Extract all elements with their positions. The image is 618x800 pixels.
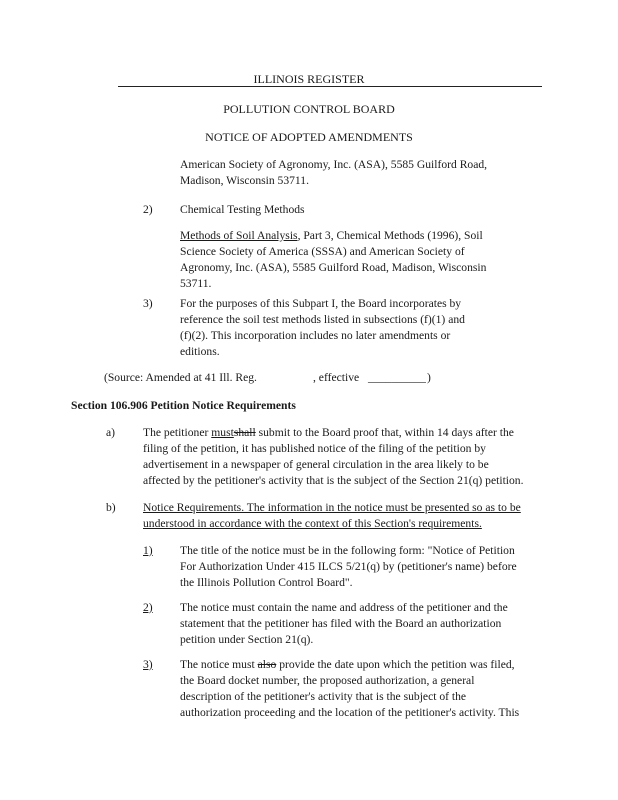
asa-line-1: American Society of Agronomy, Inc. (ASA), 5585 Guilford Road, (180, 158, 488, 171)
item-2-title: Chemical Testing Methods (180, 203, 305, 216)
a-deleted-shall: shall (233, 426, 256, 439)
item-b2-line-1: The notice must contain the name and address of the petitioner and the (180, 601, 508, 614)
board-title: POLLUTION CONTROL BOARD (223, 102, 395, 116)
subsection-b-number: b) (106, 501, 116, 514)
item-b3-line-4: authorization proceeding and the location of the petitioner's activity. This (180, 706, 520, 719)
register-header: ILLINOIS REGISTER (253, 72, 365, 86)
source-note-start: (Source: Amended at 41 Ill. Reg. (104, 371, 257, 384)
item-2-line-2: Science Society of America (SSSA) and American Society of (180, 245, 465, 258)
section-heading: Section 106.906 Petition Notice Requirements (71, 399, 296, 412)
subsection-a-line-4: affected by the petitioner's activity that is the subject of the Section 21(q) petition. (143, 474, 524, 487)
item-2-line-4: 53711. (180, 277, 212, 290)
notice-title: NOTICE OF ADOPTED AMENDMENTS (205, 130, 413, 144)
subsection-b-line-1: Notice Requirements. The information in the notice must be presented so as to be (143, 501, 521, 514)
b3-deleted-also: also (257, 658, 277, 671)
source-note-blank: __________ (368, 371, 426, 384)
item-b1-number: 1) (143, 544, 153, 557)
a-text-2: submit to the Board proof that, within 14 days after the (255, 426, 514, 439)
item-3-number: 3) (143, 297, 153, 310)
item-3-line-1: For the purposes of this Subpart I, the Board incorporates by (180, 297, 462, 310)
subsection-a-line-3: advertisement in a newspaper of general circulation in the area likely to be (143, 458, 489, 471)
b3-text-1: The notice must (180, 658, 258, 671)
item-2-line-3: Agronomy, Inc. (ASA), 5585 Guilford Road, Madison, Wisconsin (180, 261, 487, 274)
item-b2-line-2: statement that the petitioner has filed with the Board an authorization (180, 617, 502, 630)
source-note-effective: , effective (313, 371, 360, 384)
item-b3-line-2: the Board docket number, the proposed authorization, a general (180, 674, 475, 687)
subsection-b-line-2: understood in accordance with the context of this Section's requirements. (143, 517, 482, 530)
subsection-a-number: a) (106, 426, 116, 439)
source-note-end: ) (427, 371, 431, 384)
item-2-number: 2) (143, 203, 153, 216)
item-b1-line-3: the Illinois Pollution Control Board". (180, 576, 353, 589)
b3-text-2: provide the date upon which the petition was filed, (276, 658, 515, 671)
item-b1-line-2: For Authorization Under 415 ILCS 5/21(q) by (petitioner's name) before (180, 560, 517, 573)
a-text-1: The petitioner (143, 426, 212, 439)
asa-line-2: Madison, Wisconsin 53711. (180, 174, 309, 187)
item-3-line-3: (f)(2). This incorporation includes no later amendments or (180, 329, 451, 342)
item-b1-line-1: The title of the notice must be in the following form: "Notice of Petition (180, 544, 515, 557)
subsection-a-line-2: filing of the petition, it has published notice of the filing of the petition by (143, 442, 486, 455)
item-b3-number: 3) (143, 658, 153, 671)
item-2-line-1-rest: , Part 3, Chemical Methods (1996), Soil (297, 229, 483, 242)
item-b3-line-3: description of the petitioner's activity that is the subject of the (180, 690, 467, 703)
item-b2-number: 2) (143, 601, 153, 614)
header-rule (118, 86, 542, 87)
a-inserted-must: must (211, 426, 234, 439)
book-title: Methods of Soil Analysis (180, 229, 298, 242)
subsection-a-line-1 (143, 425, 514, 442)
item-b3-line-1 (180, 657, 515, 674)
item-2-line-1 (180, 228, 483, 245)
item-b2-line-3: petition under Section 21(q). (180, 633, 314, 646)
item-3-line-2: reference the soil test methods listed in subsections (f)(1) and (180, 313, 465, 326)
item-3-line-4: editions. (180, 345, 220, 358)
